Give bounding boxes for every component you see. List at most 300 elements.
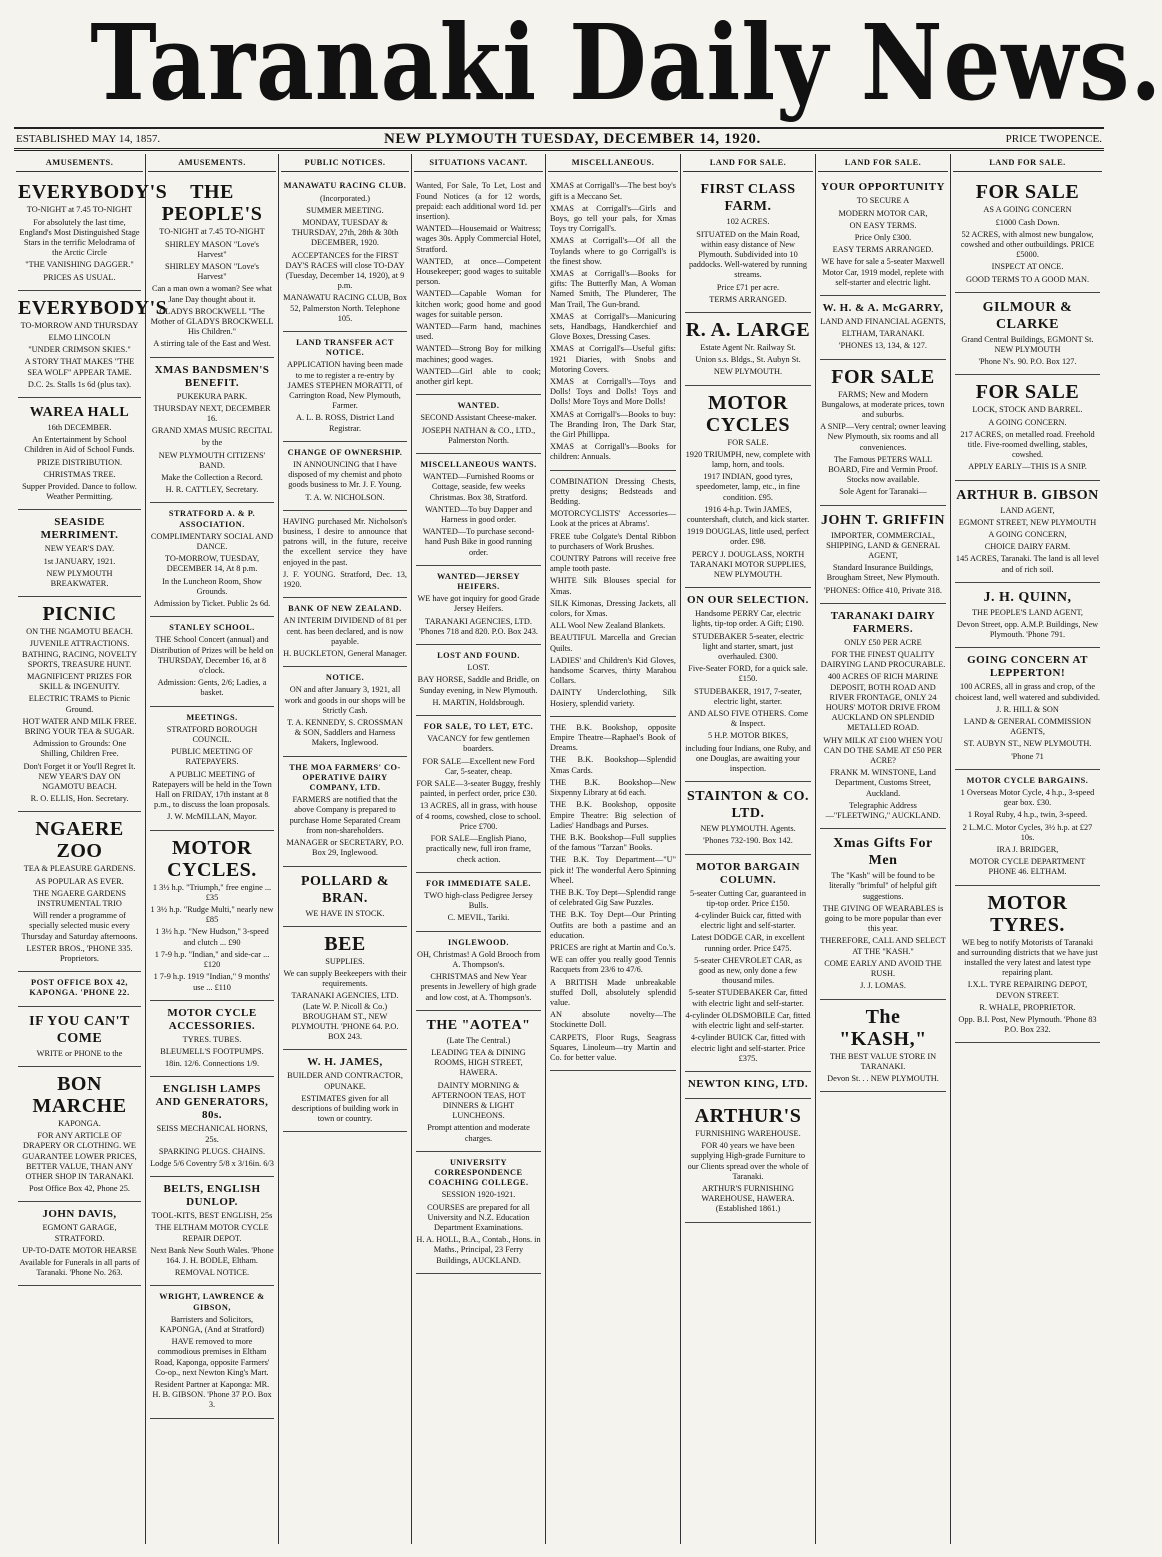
ad-text: WANTED—Girl able to cook; another girl kept.: [416, 366, 541, 386]
advertisement: [416, 395, 541, 454]
advertisement: [150, 175, 274, 357]
price-label: PRICE TWOPENCE.: [1005, 133, 1102, 145]
advertisement: [150, 1177, 274, 1286]
ad-title: ARTHUR'S: [694, 1104, 802, 1127]
ad-text: COME EARLY AND AVOID THE RUSH.: [824, 958, 942, 979]
ad-text: Handsome PERRY Car, electric lights, tip-top order. A Gift; £190.: [692, 609, 804, 629]
ad-title: GILMOUR & CLARKE: [982, 299, 1073, 332]
advertisement: [283, 511, 407, 598]
ad-text: GLADYS BROCKWELL "The Mother of GLADYS BROCKWELL His Children.": [150, 306, 274, 337]
ad-text: IN ANNOUNCING that I have disposed of my chemist and photo goods business to Mr. J. F. Young.: [288, 460, 402, 490]
column-header: PUBLIC NOTICES.: [281, 158, 409, 172]
column-header: LAND FOR SALE.: [683, 158, 813, 172]
ad-text: UP-TO-DATE MOTOR HEARSE: [22, 1245, 137, 1255]
ad-text: AS A GOING CONCERN: [983, 205, 1072, 215]
ad-text: 1919 DOUGLAS, little used, perfect order. £98.: [686, 527, 810, 547]
ad-title: STAINTON & CO. LTD.: [686, 789, 809, 822]
ad-text: (Incorporated.): [320, 193, 370, 203]
ad-title: MOTOR CYCLE BARGAINS.: [966, 775, 1089, 785]
advertisement: [416, 566, 541, 645]
ad-text: SILK Kimonas, Dressing Jackets, all colors, for Xmas.: [550, 598, 676, 619]
ad-text: JUVENILE ATTRACTIONS. BATHING, RACING, NOVELTY SPORTS, TREASURE HUNT.: [22, 639, 137, 669]
ad-text: 217 ACRES, on metalled road. Freehold title. Five-roomed dwelling, stables, cowshed.: [960, 429, 1095, 460]
ad-text: 100 ACRES, all in grass and crop, of the choicest land, well watered and subdivided.: [955, 682, 1100, 702]
advertisement: [685, 386, 811, 589]
ad-title: W. H. JAMES,: [307, 1056, 383, 1069]
advertisement: [416, 1011, 541, 1152]
advertisement: [150, 503, 274, 617]
ad-text: TWO high-class Pedigree Jersey Bulls.: [424, 890, 533, 911]
ad-title: ENGLISH LAMPS AND GENERATORS, 80s.: [155, 1083, 269, 1122]
ad-text: ONLY £50 PER ACRE: [844, 637, 922, 647]
advertisement: [955, 583, 1100, 649]
ad-text: 'PHONES 13, 134, & 127.: [839, 341, 927, 351]
ad-text: THE ELTHAM MOTOR CYCLE REPAIR DEPOT.: [155, 1223, 269, 1243]
ad-text: FOR SALE.: [727, 437, 769, 447]
ad-title: MOTOR BARGAIN COLUMN.: [696, 860, 800, 886]
ad-text: PUBLIC MEETING OF RATEPAYERS.: [171, 747, 253, 767]
ad-text: H. A. HOLL, B.A., Contab., Hons. in Maths., Principal, 23 Ferry Buildings, AUCKLAND.: [416, 1235, 541, 1265]
ad-text: FRANK M. WINSTONE, Land Department, Customs Street, Auckland.: [830, 768, 936, 798]
column-7: [816, 154, 951, 1544]
ad-text: ON and after January 3, 1921, all work and goods in our shops will be Strictly Cash.: [284, 685, 406, 715]
ad-text: FOR SALE—English Piano, practically new, full iron frame, check action.: [426, 834, 531, 864]
ad-text: ACCEPTANCES for the FIRST DAY'S RACES will close TO-DAY (Tuesday, December 14, 1920), at 9 p.m.: [285, 250, 405, 291]
ad-text: TOOL-KITS, BEST ENGLISH, 25s: [151, 1211, 273, 1221]
ad-text: TO-NIGHT at 7.45 TO-NIGHT: [159, 227, 265, 237]
ad-text: LESTER BROS., 'PHONE 335. Proprietors.: [26, 943, 133, 964]
ad-text: WE have got inquiry for good Grade Jersey Heifers.: [417, 594, 540, 614]
ad-title: STANLEY SCHOOL.: [169, 623, 255, 633]
ad-text: SUMMER MEETING.: [306, 205, 384, 215]
ad-text: FREE tube Colgate's Dental Ribbon to purchasers of Work Brushes.: [550, 531, 676, 551]
ad-text: 5 H.P. MOTOR BIKES,: [707, 731, 789, 741]
ad-text: Wanted, For Sale, To Let, Lost and Found Notices (a for 12 words, prepaid: each additional word 1d. per insertion).: [416, 181, 541, 221]
advertisement: [955, 175, 1100, 292]
ad-text: AN INTERIM DIVIDEND of 81 per cent. has been declared, and is now payable.: [283, 616, 407, 646]
ad-text: 400 ACRES OF RICH MARINE DEPOSIT, BOTH ROAD AND RIVER FRONTAGE, ONLY 24 HOURS' MOTOR DRIVE FROM AUCKLAND ON SPLENDID METALLED ROAD.: [825, 672, 941, 733]
advertisement: [18, 597, 141, 812]
ad-text: FOR THE FINEST QUALITY DAIRYING LAND PROCURABLE.: [820, 650, 946, 670]
ad-text: 4-cylinder Buick car, fitted with electric light and self-starter.: [694, 911, 802, 931]
ad-title: PICNIC: [42, 603, 117, 626]
ad-text: THE B.K. Bookshop—Full supplies of the famous "Tarzan" Books.: [550, 832, 676, 853]
advertisement: [416, 175, 541, 395]
column-5: [546, 154, 681, 1544]
ad-text: FOR SALE—Excellent new Ford Car, 5-seater, cheap.: [422, 756, 535, 776]
ad-title: TARANAKI DAIRY FARMERS.: [830, 609, 936, 635]
advertisement: [550, 175, 676, 470]
ad-text: Union s.s. Bldgs., St. Aubyn St.: [695, 355, 801, 365]
ad-text: Lodge 5/6 Coventry 5/8 x 3/16in. 6/3: [150, 1158, 274, 1168]
ad-title: NOTICE.: [325, 673, 365, 683]
ad-text: ELECTRIC TRAMS to Picnic Ground.: [28, 694, 131, 714]
ad-text: 'Phones 732-190. Box 142.: [703, 836, 793, 846]
ad-title: R. A. LARGE: [685, 318, 811, 341]
ad-title: MOTOR CYCLES: [705, 391, 791, 436]
ad-text: Don't Forget it or You'll Regret It. NEW YEAR'S DAY ON NGAMOTU BEACH.: [23, 761, 136, 792]
ad-text: 5-seater CHEVROLET CAR, as good as new, only done a few thousand miles.: [694, 955, 802, 986]
ad-text: Resident Partner at Kaponga: MR. H. B. GIBSON. 'Phone 37 P.O. Box 3.: [152, 1379, 272, 1410]
ad-text: THE B.K. Bookshop, opposite Empire Theatre—Raphael's Book of Dreams.: [550, 722, 676, 753]
advertisement: [283, 1050, 407, 1132]
advertisement: [416, 645, 541, 716]
ad-text: Five-Seater FORD, for a quick sale. £150.: [688, 664, 808, 684]
ad-text: AN absolute novelty—The Stockinette Doll.: [550, 1010, 676, 1030]
ad-text: 1 7-9 h.p. 1919 "Indian," 9 months' use ... £110: [153, 972, 271, 992]
ad-text: A stirring tale of the East and West.: [153, 339, 271, 349]
ad-text: D.C. 2s. Stalls 1s 6d (plus tax).: [27, 379, 132, 389]
ad-text: Post Office Box 42, Phone 25.: [28, 1184, 131, 1194]
ad-text: WE can offer you really good Tennis Racquets from 23/6 to 47/6.: [550, 955, 676, 975]
columns-grid: [14, 154, 1104, 1544]
ad-text: WE have for sale a 5-seater Maxwell Motor Car, 1919 model, replete with self-starter and electric light.: [821, 257, 945, 287]
advertisement: [685, 855, 811, 1072]
ad-text: MOTOR CYCLE DEPARTMENT PHONE 46. ELTHAM.: [969, 857, 1086, 877]
ad-text: OH, Christmas! A Gold Brooch from A. Thompson's.: [416, 949, 541, 969]
ad-text: Price Only £300.: [854, 232, 912, 242]
ad-text: JOSEPH NATHAN & CO., LTD., Palmerston North.: [421, 425, 536, 445]
column-header: LAND FOR SALE.: [818, 158, 948, 172]
ad-text: THE B.K. Bookshop—Splendid Xmas Cards.: [550, 755, 676, 775]
column-3: [279, 154, 412, 1544]
advertisement: [283, 867, 407, 927]
ad-text: PRICES are right at Martin and Co.'s.: [550, 942, 676, 952]
ad-text: NEW YEAR'S DAY.: [44, 544, 115, 554]
ad-text: ARTHUR'S FURNISHING WAREHOUSE, HAWERA. (Established 1861.): [701, 1183, 795, 1214]
ad-text: H. BUCKLETON, General Manager.: [283, 649, 407, 659]
ad-text: INSPECT AT ONCE.: [991, 262, 1064, 272]
ad-text: MANAGER or SECRETARY, P.O. Box 29, Inglewood.: [286, 838, 404, 858]
ad-text: Sole Agent for Taranaki—: [839, 487, 927, 497]
ad-text: 1917 INDIAN, good tyres, speedometer, lamp, etc., in fine condition. £95.: [696, 472, 800, 502]
ad-title: FOR SALE: [831, 365, 935, 388]
advertisement: [955, 481, 1100, 583]
ad-text: XMAS at Corrigall's—The best boy's gift is a Meccano Set.: [550, 181, 676, 201]
ad-text: Standard Insurance Buildings, Brougham Street, New Plymouth.: [826, 563, 940, 583]
ad-text: HOT WATER AND MILK FREE. BRING YOUR TEA & SUGAR.: [22, 716, 137, 737]
ad-text: £1000 Cash Down.: [995, 217, 1060, 227]
ad-text: Admission to Grounds: One Shilling, Children Free.: [32, 739, 127, 759]
ad-text: 18in. 12/6. Connections 1/9.: [164, 1059, 260, 1069]
ad-text: LAND AGENT,: [1000, 505, 1055, 515]
ad-text: A STORY THAT MAKES "THE SEA WOLF" APPEAR TAME.: [24, 357, 135, 377]
ad-text: SHIRLEY MASON "Love's Harvest": [165, 239, 259, 259]
ad-text: Admission: Gents, 2/6; Ladies, a basket.: [157, 678, 267, 698]
advertisement: [416, 454, 541, 566]
ad-text: (Late The Central.): [446, 1035, 511, 1045]
ad-text: THE B.K. Bookshop, opposite Empire Theatre: Big selection of Ladies' Handbags and Purses.: [550, 800, 676, 830]
advertisement: [955, 770, 1100, 886]
ad-text: THE B.K. Toy Dept—Our Printing Outfits are both a pastime and an education.: [550, 910, 676, 940]
advertisement: [820, 1000, 946, 1093]
ad-title: SEASIDE MERRIMENT.: [40, 516, 119, 542]
ad-text: LADIES' and Children's Kid Gloves, handsome Scarves, thirty Marabou Collars.: [550, 655, 676, 686]
advertisement: [283, 667, 407, 756]
ad-title: UNIVERSITY CORRESPONDENCE COACHING COLLEGE.: [428, 1157, 529, 1188]
ad-text: H. R. CATTLEY, Secretary.: [165, 485, 259, 495]
column-2: [146, 154, 279, 1544]
ad-text: HAVING purchased Mr. Nicholson's business, I desire to announce that patrons will, in the future, receive the excellent service they have enjoyed in the past.: [283, 516, 407, 567]
ad-text: XMAS at Corrigall's—Books to buy: The Branding Iron, The Dark Star, the Girl Phillippa.: [550, 409, 676, 439]
ad-title: MOTOR CYCLES.: [167, 836, 257, 881]
ad-title: BELTS, ENGLISH DUNLOP.: [163, 1183, 261, 1209]
ad-text: XMAS at Corrigall's—Girls and Boys, go tell your pals, for Xmas Toys try Corrigall's.: [550, 203, 676, 234]
ad-text: MONDAY, TUESDAY & THURSDAY, 27th, 28th & 30th DECEMBER, 1920.: [291, 217, 399, 248]
ad-title: THE PEOPLE'S: [161, 181, 263, 226]
ad-text: CHOICE DAIRY FARM.: [984, 542, 1071, 552]
ad-text: A. L. B. ROSS, District Land Registrar.: [296, 413, 394, 433]
ad-text: WANTED—To purchase second-hand Push Bike in good running order.: [422, 527, 535, 557]
ad-text: 1 Overseas Motor Cycle, 4 h.p., 3-speed gear box. £30.: [960, 788, 1095, 808]
ad-text: CHRISTMAS TREE.: [43, 469, 116, 479]
ad-title: The "KASH,": [839, 1005, 927, 1050]
ad-text: WHY MILK AT £100 WHEN YOU CAN DO THE SAME AT £50 PER ACRE?: [823, 735, 943, 766]
ad-text: WANTED—Capable Woman for kitchen work; good home and good wages for suitable person.: [416, 289, 541, 319]
ad-text: FARMS; New and Modern Bungalows, at moderate prices, town and suburbs.: [821, 389, 945, 419]
ad-text: TO SECURE A: [856, 196, 910, 206]
ad-text: 1920 TRIUMPH, new, complete with lamp, horn, and tools.: [685, 449, 811, 469]
advertisement: [18, 812, 141, 972]
advertisement: [283, 175, 407, 332]
ad-text: ON EASY TERMS.: [849, 220, 917, 230]
ad-text: A BRITISH Made unbreakable stuffed Doll, absolutely splendid value.: [550, 977, 676, 1007]
ad-title: STRATFORD A. & P. ASSOCIATION.: [168, 509, 256, 529]
ad-text: 1 7-9 h.p. "Indian," and side-car ... £120: [154, 949, 270, 970]
ad-text: FOR SALE—3-seater Buggy, freshly painted, in perfect order, price £30.: [416, 779, 541, 799]
advertisement: [283, 598, 407, 667]
ad-text: NEW PLYMOUTH. Agents.: [700, 824, 796, 834]
ad-text: In the Luncheon Room, Show Grounds.: [162, 576, 262, 596]
advertisement: [820, 506, 946, 604]
ad-text: Supper Provided. Dance to follow. Weather Permitting.: [22, 481, 137, 502]
ad-text: The "Kash" will be found to be literally "brimful" of helpful gift suggestions.: [829, 871, 937, 901]
ad-text: R. WHALE, PROPRIETOR.: [979, 1002, 1076, 1012]
column-header: AMUSEMENTS.: [148, 158, 276, 172]
advertisement: [955, 648, 1100, 769]
ad-text: 1 Royal Ruby, 4 h.p., twin, 3-speed.: [967, 810, 1088, 820]
ad-title: MEETINGS.: [186, 712, 238, 722]
column-header: AMUSEMENTS.: [16, 158, 143, 172]
ad-title: JOHN T. GRIFFIN: [820, 512, 946, 528]
ad-text: SECOND Assistant Cheese-maker.: [420, 413, 537, 423]
ad-text: CHRISTMAS and New Year presents in Jewellery of high grade and low cost, at A. Thompson's.: [420, 972, 537, 1002]
ad-text: 4-cylinder OLDSMOBILE Car, fitted with electric light and self-starter.: [685, 1010, 811, 1031]
ad-text: NEW PLYMOUTH.: [713, 367, 783, 377]
advertisement: [18, 1202, 141, 1286]
ad-text: LOCK, STOCK AND BARREL.: [972, 405, 1083, 415]
ad-text: APPLICATION having been made to me to register a re-entry by JAMES STEPHEN MORATTI, of Carrington Road, New Plymouth, Farmer.: [287, 360, 403, 411]
ad-text: SITUATED on the Main Road, within easy distance of New Plymouth. Subdivided into 10 paddocks. Well-watered by running streams.: [688, 229, 808, 280]
advertisement: [283, 927, 407, 1051]
ad-text: THE B.K. Bookshop—New Sixpenny Library at 6d each.: [550, 777, 676, 798]
ad-text: DAINTY MORNING & AFTERNOON TEAS, HOT DINNERS & LIGHT LUNCHEONS.: [431, 1080, 526, 1121]
advertisement: [18, 175, 168, 290]
ad-text: "THE VANISHING DAGGER.": [25, 260, 134, 270]
ad-text: SUPPLIES.: [325, 956, 365, 966]
ad-text: Prompt attention and moderate charges.: [427, 1123, 530, 1143]
ad-text: NEW PLYMOUTH CITIZENS' BAND.: [158, 450, 266, 470]
ad-title: J. H. QUINN,: [983, 589, 1072, 605]
ad-text: COURSES are prepared for all University and N.Z. Education Department Examinations.: [427, 1202, 530, 1232]
ad-text: ALL Wool New Zealand Blankets.: [550, 621, 666, 631]
ad-title: FOR SALE: [975, 181, 1080, 204]
ad-text: THE B.K. Toy Department—"U" pick it! The wonderful Aero Spinning Wheel.: [550, 855, 676, 885]
ad-text: XMAS at Corrigall's—Manicuring sets, Handbags, Handkerchief and Glove Boxes, Dressing Cases.: [550, 311, 676, 342]
ad-title: THE MOA FARMERS' CO-OPERATIVE DAIRY COMPANY, LTD.: [289, 762, 401, 793]
ad-title: EVERYBODY'S: [18, 181, 168, 204]
ad-text: WE HAVE IN STOCK.: [305, 908, 385, 918]
ad-text: 1 3½ h.p. "Rudge Multi," nearly new £85: [150, 905, 274, 925]
ad-text: We can supply Beekeepers with their requirements.: [283, 968, 407, 989]
ad-text: For absolutely the last time, England's Most Distinguished Stage Stars in the terrific Melodrama of the Arctic Circle: [19, 217, 140, 258]
ad-text: A GOING CONCERN,: [988, 529, 1067, 539]
ad-title: YOUR OPPORTUNITY: [820, 181, 946, 194]
ad-text: Estate Agent Nr. Railway St.: [700, 342, 796, 352]
ad-text: Next Bank New South Wales. 'Phone 164. J. H. BODLE, Eltham.: [150, 1245, 274, 1265]
advertisement: [18, 398, 141, 510]
ad-text: A GOING CONCERN.: [988, 417, 1067, 427]
ad-text: T. A. KENNEDY, S. CROSSMAN & SON, Saddlers and Harness Makers, Inglewood.: [287, 718, 403, 748]
ad-text: THURSDAY NEXT, DECEMBER 16.: [153, 403, 271, 423]
ad-text: COUNTRY Patrons will receive free ample tooth paste.: [550, 554, 676, 574]
ad-text: H. MARTIN, Holdsbrough.: [432, 697, 525, 707]
ad-text: COMPLIMENTARY SOCIAL AND DANCE.: [150, 531, 274, 551]
ad-text: FARMERS are notified that the above Company is prepared to purchase Home Separated Cream from non-shareholders.: [289, 795, 401, 835]
ad-text: 1 3½ h.p. "Triumph," free engine ... £35: [152, 882, 272, 902]
ad-text: J. W. McMILLAN, Mayor.: [167, 812, 257, 822]
ad-text: EGMONT GARAGE, STRATFORD.: [42, 1223, 117, 1243]
ad-text: LAND & GENERAL COMMISSION AGENTS,: [963, 717, 1092, 737]
ad-title: EVERYBODY'S: [18, 296, 168, 319]
ad-title: FOR SALE, TO LET, ETC.: [423, 722, 534, 732]
ad-text: SESSION 1920-1921.: [441, 1190, 516, 1200]
ad-text: THE PEOPLE'S LAND AGENT,: [971, 607, 1084, 617]
ad-text: PRIZE DISTRIBUTION.: [36, 457, 123, 467]
ad-text: GOOD TERMS TO A GOOD MAN.: [965, 274, 1090, 284]
ad-title: Xmas Gifts For Men: [833, 836, 933, 869]
ad-text: VACANCY for few gentlemen boarders.: [427, 734, 530, 754]
ad-title: POST OFFICE BOX 42, KAPONGA. 'PHONE 22.: [29, 978, 130, 998]
ad-title: FOR SALE: [975, 381, 1080, 404]
ad-text: Admission by Ticket. Public 2s 6d.: [153, 599, 271, 609]
ad-text: WE beg to notify Motorists of Taranaki and surrounding districts that we have just installed the very latest and latest type repairing plant.: [957, 937, 1098, 978]
ad-text: TO-MORROW, TUESDAY, DECEMBER 14, At 8 p.m.: [164, 554, 260, 574]
advertisement: [18, 291, 168, 398]
advertisement: [416, 716, 541, 873]
ad-text: A PUBLIC MEETING of Ratepayers will be held in the Town Hall on FRIDAY, 17th instant at 8 p.m., to discuss the loan proposals.: [152, 769, 272, 810]
ad-text: Telegraphic Address—"FLEETWING," AUCKLAND.: [825, 800, 941, 821]
advertisement: [820, 604, 946, 829]
ad-text: 4-cylinder BUICK Car, fitted with electric light and self-starter. Price £375.: [690, 1033, 806, 1063]
ad-text: BAY HORSE, Saddle and Bridle, on Sunday evening, in New Plymouth.: [417, 675, 540, 695]
ad-title: NEWTON KING, LTD.: [687, 1077, 809, 1090]
ad-text: WANTED—Housemaid or Waitress; wages 30s. Apply Commercial Hotel, Stratford.: [416, 224, 541, 254]
ad-title: WAREA HALL: [29, 404, 130, 420]
advertisement: [283, 442, 407, 511]
ad-text: TYRES. TUBES.: [182, 1034, 242, 1044]
ad-title: IF YOU CAN'T COME: [29, 1013, 130, 1046]
ad-text: FOR ANY ARTICLE OF DRAPERY OR CLOTHING. WE GUARANTEE LOWER PRICES, BETTER VALUE, THAN ANY OTHER SHOP IN TARANAKI.: [22, 1131, 137, 1181]
advertisement: [18, 972, 141, 1006]
ad-text: SHIRLEY MASON "Love's Harvest": [165, 261, 259, 282]
column-6: [681, 154, 816, 1544]
ad-text: Devon Street, opp. A.M.P. Buildings, New Plymouth. 'Phone 791.: [956, 620, 1099, 640]
ad-text: Barristers and Solicitors, KAPONGA, (And at Stratford): [159, 1314, 265, 1334]
column-header: MISCELLANEOUS.: [548, 158, 678, 172]
ad-text: LAND AND FINANCIAL AGENTS,: [820, 316, 946, 326]
ad-text: ST. AUBYN ST., NEW PLYMOUTH.: [963, 739, 1092, 749]
advertisement: [416, 1152, 541, 1274]
ad-text: DAINTY Underclothing, Silk Hosiery, splendid variety.: [550, 688, 676, 708]
ad-title: XMAS BANDSMEN'S BENEFIT.: [154, 363, 270, 389]
ad-text: TO-MORROW AND THURSDAY: [20, 320, 139, 330]
ad-text: Devon St. . . NEW PLYMOUTH.: [827, 1073, 939, 1083]
ad-text: APPLY EARLY—THIS IS A SNIP.: [968, 462, 1087, 472]
ad-text: Will render a programme of specially selected music every Thursday and Saturday afternoons.: [21, 911, 138, 941]
ad-text: XMAS at Corrigall's—Books for children: Annuals.: [550, 442, 676, 462]
ad-text: An Entertainment by School Children in Aid of School Funds.: [24, 435, 135, 455]
advertisement: [685, 175, 811, 313]
ad-title: ARTHUR B. GIBSON: [956, 487, 1099, 503]
ad-text: 5-seater Cutting Car, guaranteed in tip-top order. Price £150.: [689, 888, 806, 908]
ad-text: PRICES AS USUAL.: [43, 272, 116, 282]
ad-text: Price £71 per acre.: [716, 282, 780, 292]
advertisement: [18, 1067, 141, 1202]
ad-text: REMOVAL NOTICE.: [174, 1268, 250, 1278]
ad-text: 1st JANUARY, 1921.: [43, 556, 116, 566]
ad-title: GOING CONCERN AT LEPPERTON!: [967, 654, 1088, 680]
advertisement: [150, 707, 274, 831]
ad-text: 5-seater STUDEBAKER Car, fitted with electric light and self-starter.: [688, 988, 808, 1008]
ad-text: STUDEBAKER, 1917, 7-seater, electric light, starter.: [694, 686, 802, 706]
ad-title: INGLEWOOD.: [447, 937, 509, 947]
ad-title: MOTOR TYRES.: [987, 891, 1068, 936]
ad-title: LAND TRANSFER ACT NOTICE.: [296, 337, 394, 358]
advertisement: [955, 293, 1100, 376]
advertisement: [820, 360, 946, 506]
ad-text: T. A. W. NICHOLSON.: [305, 492, 385, 502]
established-date: ESTABLISHED MAY 14, 1857.: [16, 133, 161, 145]
ad-text: 102 ACRES.: [726, 217, 770, 227]
advertisement: [283, 332, 407, 442]
ad-text: SEISS MECHANICAL HORNS, 25s.: [156, 1124, 268, 1144]
advertisement: [820, 175, 946, 296]
ad-text: SPARKING PLUGS. CHAINS.: [158, 1146, 266, 1156]
ad-title: WANTED.: [457, 401, 500, 411]
ad-text: R. O. ELLIS, Hon. Secretary.: [30, 794, 129, 804]
ad-text: THE B.K. Toy Dept—Splendid range of celebrated Gig Saw Puzzles.: [550, 887, 676, 908]
ad-text: MOTORCYCLISTS' Accessories—Look at the prices at Abrams'.: [550, 509, 676, 529]
dateline-bar: [14, 127, 1104, 151]
ad-title: MANAWATU RACING CLUB.: [283, 181, 407, 191]
ad-text: TERMS ARRANGED.: [709, 294, 787, 304]
ad-text: I.X.L. TYRE REPAIRING DEPOT, DEVON STREET.: [967, 980, 1088, 1000]
advertisement: [685, 313, 811, 386]
advertisement: [18, 510, 141, 597]
ad-text: "UNDER CRIMSON SKIES.": [28, 345, 131, 355]
ad-text: 2 L.M.C. Motor Cycles, 3½ h.p. at £27 10s.: [962, 822, 1093, 842]
ad-text: IRA J. BRIDGER,: [996, 845, 1059, 855]
ad-text: COMBINATION Dressing Chests, pretty designs; Bedsteads and Bedding.: [550, 476, 676, 507]
advertisement: [150, 1001, 274, 1078]
ad-text: WHITE Silk Blouses special for Xmas.: [550, 576, 676, 596]
ad-text: MODERN MOTOR CAR,: [838, 208, 928, 218]
ad-text: WANTED, at once—Competent Housekeeper; good wages to suitable person.: [416, 256, 541, 287]
ad-title: W. H. & A. McGARRY,: [822, 301, 944, 314]
ad-text: KAPONGA.: [58, 1118, 101, 1128]
advertisement: [150, 358, 274, 504]
